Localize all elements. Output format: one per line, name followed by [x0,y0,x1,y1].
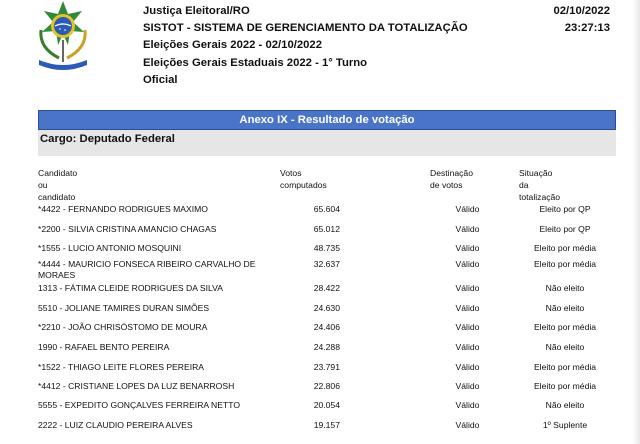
votes-count: 65.604 [313,204,340,214]
vote-destination: Válido [455,420,480,430]
candidate-name: *1555 - LUCIO ANTONIO MOSQUINI [38,243,182,253]
candidate-name: 5510 - JOLIANE TAMIRES DURAN SIMÕES [38,303,210,313]
candidate-name: *4412 - CRISTIANE LOPES DA LUZ BENARROSH [38,381,235,391]
votes-count: 65.012 [313,224,340,234]
col-candidate: Candidato ou candidato [38,168,78,202]
votes-count: 32.637 [313,259,340,269]
candidate-name: *2210 - JOÃO CHRISÓSTOMO DE MOURA [38,322,208,332]
candidate-name: *4422 - FERNANDO RODRIGUES MAXIMO [38,204,208,214]
totalization-status: 1º Suplente [542,420,588,430]
votes-count: 20.054 [313,400,340,410]
cargo-label: Cargo: Deputado Federal [38,130,616,156]
totalization-status: Eleito por média [533,259,597,269]
candidate-name: 1313 - FÁTIMA CLEIDE RODRIGUES DA SILVA [38,283,223,293]
totalization-status: Eleito por média [533,243,597,253]
table-row [0,204,640,222]
header-datetime [553,3,610,37]
candidate-name: 5555 - EXPEDITO GONÇALVES FERREIRA NETTO [38,400,241,410]
vote-destination: Válido [455,224,480,234]
table-row [0,283,640,301]
votes-count: 22.806 [313,381,340,391]
col-destination: Destinação de votos [430,168,473,190]
header-titles [143,3,468,89]
totalization-status: Não eleito [545,342,585,352]
vote-destination: Válido [455,243,480,253]
votes-count: 28.422 [313,283,340,293]
votes-count: 48.735 [313,243,340,253]
state-election-name: Eleições Gerais Estaduais 2022 - 1° Turno [143,56,368,69]
votes-count: 19.157 [313,420,340,430]
annex-title-bar: Anexo IX - Resultado de votação [38,110,616,130]
table-row [0,400,640,418]
report-status: Oficial [143,73,178,86]
totalization-status: Eleito por QP [539,204,591,214]
brazil-coat-of-arms-icon [35,0,91,70]
table-row [0,322,640,340]
totalization-status: Não eleito [545,303,585,313]
table-row [0,342,640,360]
totalization-status: Eleito por QP [539,224,591,234]
page-edge-shadow [632,0,640,444]
table-row [0,420,640,438]
vote-destination: Válido [455,400,480,410]
totalization-status: Eleito por média [533,322,597,332]
vote-destination: Válido [455,303,480,313]
table-row [0,362,640,380]
table-row [0,303,640,321]
votes-count: 23.791 [313,362,340,372]
vote-destination: Válido [455,381,480,391]
vote-destination: Válido [455,342,480,352]
table-row [0,259,640,280]
votes-count: 24.288 [313,342,340,352]
col-votes: Votos computados [280,168,327,190]
vote-destination: Válido [455,322,480,332]
candidate-name: *2200 - SILVIA CRISTINA AMANCIO CHAGAS [38,224,217,234]
system-name: SISTOT - SISTEMA DE GERENCIAMENTO DA TOTALIZAÇÃO [143,22,468,35]
col-situation: Situação da totalização [519,168,561,202]
votes-count: 24.630 [313,303,340,313]
candidate-name: *4444 - MAURICIO FONSECA RIBEIRO CARVALHO DE MORAES [38,259,256,280]
totalization-status: Não eleito [545,283,585,293]
vote-destination: Válido [455,283,480,293]
vote-destination: Válido [455,204,480,214]
totalization-status: Não eleito [545,400,585,410]
report-time: 23:27:13 [564,22,610,35]
vote-destination: Válido [455,362,480,372]
report-date: 02/10/2022 [553,5,610,17]
totalization-status: Eleito por média [533,362,597,372]
totalization-status: Eleito por média [533,381,597,391]
votes-count: 24.406 [313,322,340,332]
candidate-name: 2222 - LUIZ CLAUDIO PEREIRA ALVES [38,420,193,430]
election-name: Eleições Gerais 2022 - 02/10/2022 [143,39,323,52]
org-name: Justiça Eleitoral/RO [143,5,250,17]
table-row [0,224,640,242]
table-row [0,381,640,399]
candidate-name: 1990 - RAFAEL BENTO PEREIRA [38,342,170,352]
vote-destination: Válido [455,259,480,269]
candidate-name: *1522 - THIAGO LEITE FLORES PEREIRA [38,362,205,372]
